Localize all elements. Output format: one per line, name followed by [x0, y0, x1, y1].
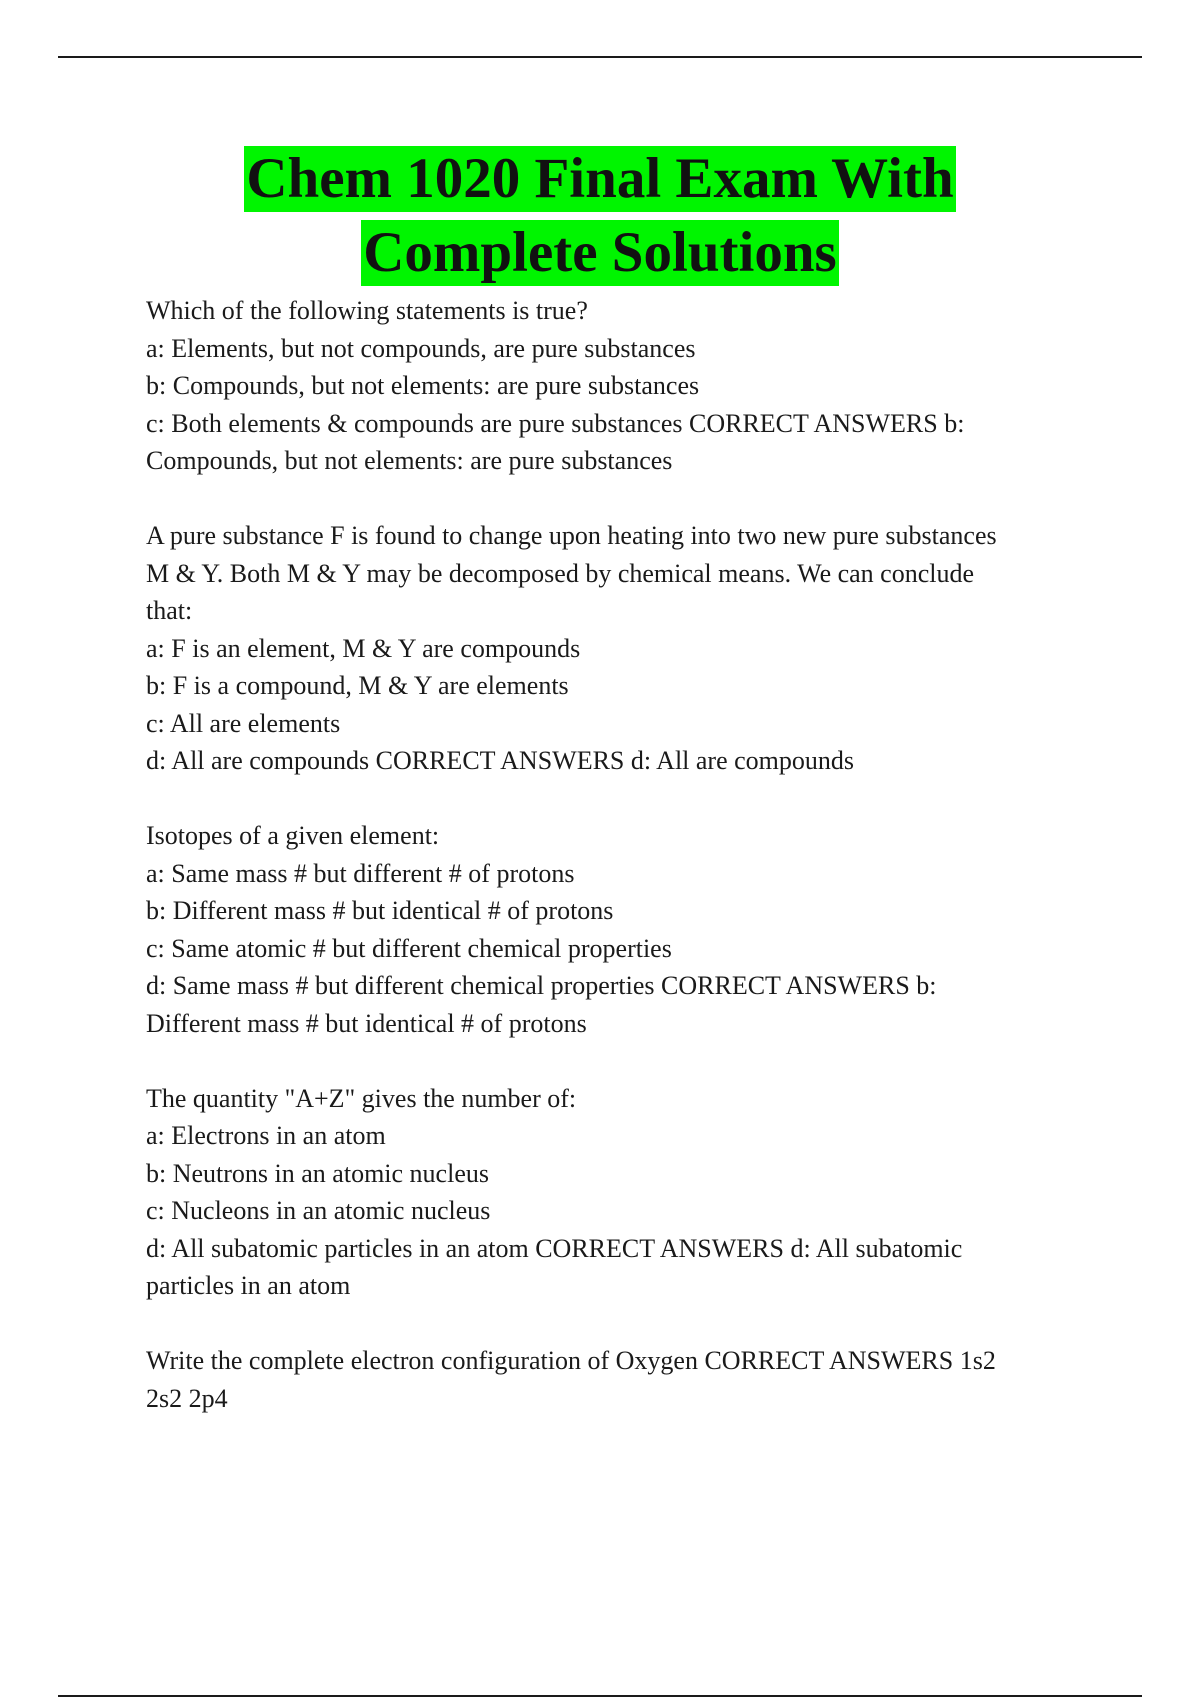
- question-3: [146, 817, 1086, 1042]
- title-line-1: [0, 146, 1200, 220]
- question-1-answer: Compounds, but not elements: are pure substances: [146, 446, 673, 475]
- question-2-prompt-line-3: that:: [146, 596, 193, 625]
- question-2-option-d-answer: d: All are compounds CORRECT ANSWERS d: All are compounds: [146, 746, 855, 775]
- question-2-option-a: a: F is an element, M & Y are compounds: [146, 633, 581, 663]
- title-line-2: [0, 220, 1200, 294]
- question-5-answer: 2s2 2p4: [146, 1383, 228, 1413]
- question-2-option-c: c: All are elements: [146, 708, 341, 738]
- question-2-prompt-line-1: A pure substance F is found to change upon heating into two new pure substances: [146, 521, 997, 550]
- question-4-prompt: The quantity "A+Z" gives the number of:: [146, 1083, 577, 1113]
- question-2: [146, 517, 1086, 780]
- bottom-rule: [58, 1695, 1142, 1697]
- question-2-option-b: b: F is a compound, M & Y are elements: [146, 671, 569, 700]
- question-4: [146, 1080, 1086, 1305]
- question-3-answer: Different mass # but identical # of protons: [146, 1008, 587, 1038]
- question-3-option-b: b: Different mass # but identical # of protons: [146, 896, 614, 925]
- question-1-option-b: b: Compounds, but not elements: are pure substances: [146, 371, 700, 400]
- question-1-option-c: c: Both elements & compounds are pure substances CORRECT ANSWERS b:: [146, 408, 965, 438]
- question-4-option-a: a: Electrons in an atom: [146, 1121, 386, 1150]
- question-1-option-a: a: Elements, but not compounds, are pure substances: [146, 333, 696, 363]
- top-rule: [58, 56, 1142, 58]
- question-1-prompt: Which of the following statements is true?: [146, 296, 588, 325]
- question-3-option-c: c: Same atomic # but different chemical properties: [146, 933, 672, 963]
- question-2-prompt-line-2: M & Y. Both M & Y may be decomposed by chemical means. We can conclude: [146, 558, 975, 588]
- question-3-prompt: Isotopes of a given element:: [146, 821, 440, 850]
- document-title: [0, 146, 1200, 294]
- question-4-answer: particles in an atom: [146, 1271, 351, 1300]
- question-4-option-b: b: Neutrons in an atomic nucleus: [146, 1158, 489, 1188]
- question-1: [146, 292, 1086, 480]
- question-5-prompt: Write the complete electron configuration of Oxygen CORRECT ANSWERS 1s2: [146, 1346, 996, 1375]
- question-3-option-d: d: Same mass # but different chemical properties CORRECT ANSWERS b:: [146, 971, 937, 1000]
- question-4-option-d: d: All subatomic particles in an atom CORRECT ANSWERS d: All subatomic: [146, 1233, 963, 1263]
- title-text-2: Complete Solutions: [363, 221, 837, 284]
- title-text-1: Chem 1020 Final Exam With: [246, 147, 954, 210]
- question-4-option-c: c: Nucleons in an atomic nucleus: [146, 1196, 491, 1225]
- question-5: [146, 1342, 1086, 1417]
- document-body: [146, 292, 1086, 1455]
- question-3-option-a: a: Same mass # but different # of protons: [146, 858, 575, 888]
